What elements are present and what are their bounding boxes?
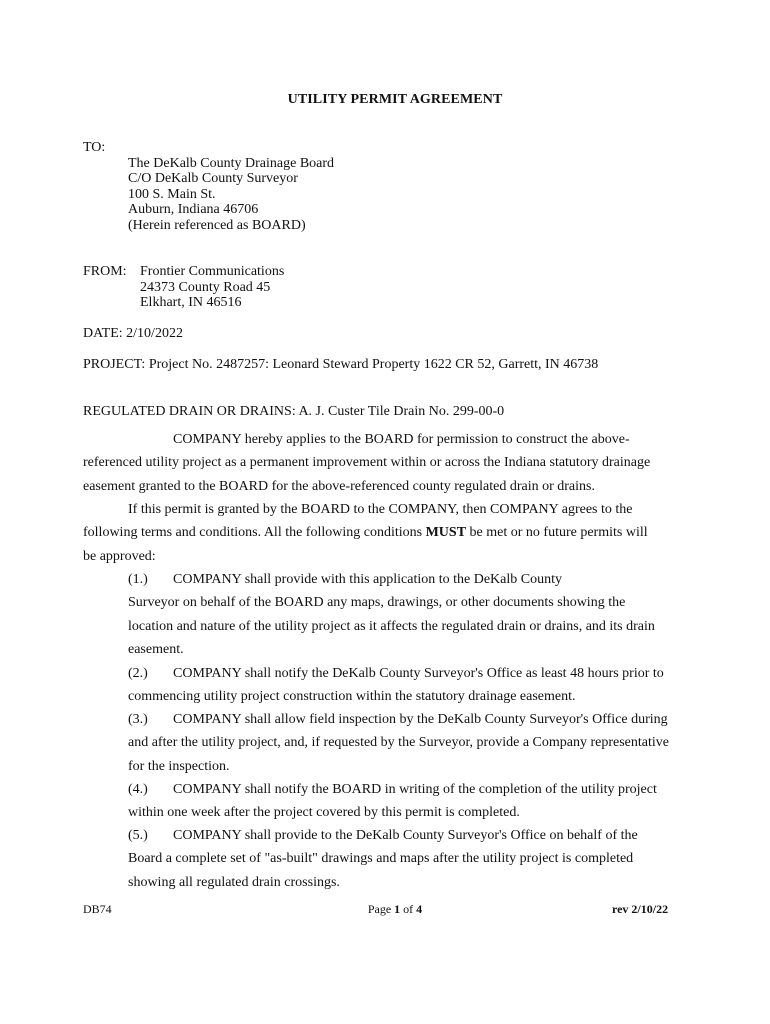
condition-line: showing all regulated drain crossings. (128, 874, 340, 890)
from-line: Elkhart, IN 46516 (140, 295, 242, 311)
must-emphasis: MUST (425, 525, 467, 541)
condition-line: for the inspection. (128, 758, 230, 774)
to-label: TO: (83, 140, 106, 155)
from-line: 24373 County Road 45 (140, 279, 271, 295)
condition-line (128, 662, 723, 685)
condition-text: COMPANY shall provide with this application to the DeKalb County (173, 572, 562, 587)
terms-paragraph (83, 498, 723, 568)
condition-line (128, 778, 723, 801)
condition-item (128, 568, 723, 662)
condition-item (128, 778, 723, 825)
condition-line (128, 568, 723, 591)
condition-text: COMPANY shall allow field inspection by the DeKalb County Surveyor's Office during (173, 712, 668, 727)
paragraph-line: be approved: (83, 548, 156, 564)
document-title: UTILITY PERMIT AGREEMENT (287, 92, 503, 107)
page-current: 1 (394, 902, 401, 916)
condition-number: (5.) (128, 828, 148, 843)
condition-number: (2.) (128, 666, 148, 681)
condition-number: (4.) (128, 782, 148, 797)
to-line: The DeKalb County Drainage Board (128, 155, 335, 171)
from-line: Frontier Communications (140, 264, 285, 279)
to-line: 100 S. Main St. (128, 186, 216, 202)
condition-number: (3.) (128, 712, 148, 727)
condition-item (128, 824, 723, 894)
condition-item (128, 662, 723, 709)
paragraph-line: If this permit is granted by the BOARD to the COMPANY, then COMPANY agrees to the (128, 502, 633, 517)
paragraph-text: following terms and conditions. All the following conditions (83, 525, 426, 541)
to-block (83, 140, 723, 234)
form-code: DB74 (83, 902, 112, 916)
from-label: FROM: (83, 264, 127, 279)
to-line: (Herein referenced as BOARD) (128, 217, 306, 233)
application-paragraph (83, 428, 723, 498)
condition-number: (1.) (128, 572, 148, 587)
condition-text: COMPANY shall notify the BOARD in writing of the completion of the utility project (173, 782, 657, 797)
condition-line: within one week after the project covered by this permit is completed. (128, 805, 520, 821)
condition-line: Board a complete set of "as-built" drawings and maps after the utility project is completed (128, 851, 634, 867)
paragraph-line: referenced utility project as a permanent improvement within or across the Indiana statutory drainage (83, 455, 651, 471)
from-block (83, 264, 723, 314)
paragraph-line: easement granted to the BOARD for the above-referenced county regulated drain or drains. (83, 478, 595, 494)
regulated-drain-line: REGULATED DRAIN OR DRAINS: A. J. Custer Tile Drain No. 299-00-0 (83, 404, 505, 419)
condition-line (128, 824, 723, 847)
condition-item (128, 708, 723, 778)
condition-text: COMPANY shall provide to the DeKalb County Surveyor's Office on behalf of the (173, 828, 638, 843)
from-address (140, 264, 284, 311)
page-of: of (400, 902, 417, 916)
to-line: Auburn, Indiana 46706 (128, 202, 259, 218)
paragraph-line (83, 521, 723, 544)
revision-label: rev 2/10/22 (612, 902, 669, 916)
condition-line: commencing utility project construction within the statutory drainage easement. (128, 689, 576, 705)
date-line: DATE: 2/10/2022 (83, 326, 183, 341)
page-total: 4 (416, 902, 423, 916)
to-line: C/O DeKalb County Surveyor (128, 171, 298, 187)
paragraph-line: COMPANY hereby applies to the BOARD for permission to construct the above- (173, 432, 630, 447)
condition-line: and after the utility project, and, if requested by the Surveyor, provide a Company representative (128, 735, 669, 751)
project-line: PROJECT: Project No. 2487257: Leonard Steward Property 1622 CR 52, Garrett, IN 46738 (83, 357, 599, 372)
condition-line (128, 708, 723, 731)
condition-line: Surveyor on behalf of the BOARD any maps, drawings, or other documents showing the (128, 595, 626, 611)
paragraph-text: be met or no future permits will (466, 525, 648, 541)
condition-line: easement. (128, 642, 184, 658)
condition-text: COMPANY shall notify the DeKalb County Surveyor's Office as least 48 hours prior to (173, 666, 664, 681)
condition-line: location and nature of the utility project as it affects the regulated drain or drains, and its drain (128, 618, 655, 634)
page-prefix: Page (367, 902, 395, 916)
